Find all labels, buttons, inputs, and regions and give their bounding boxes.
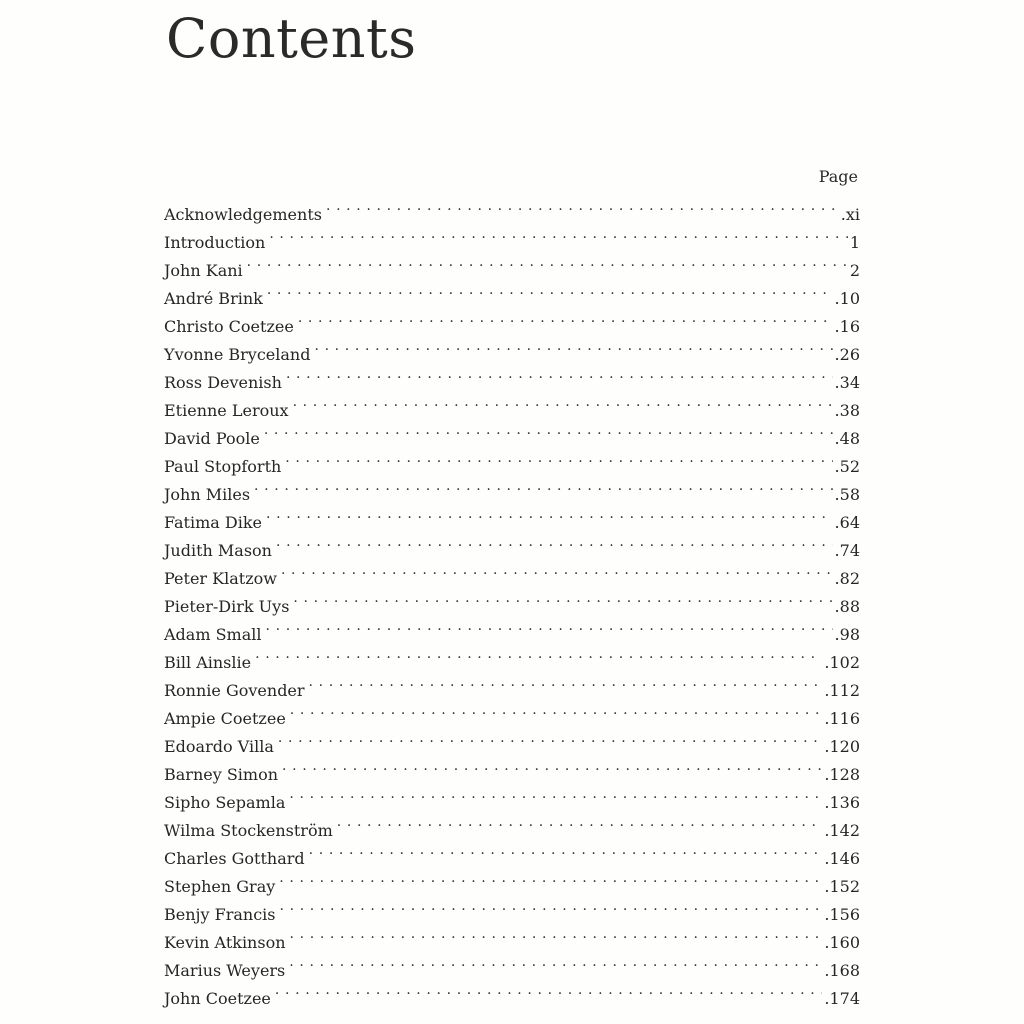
dot-leader bbox=[314, 332, 832, 360]
dot-leader bbox=[337, 808, 823, 836]
toc-entry-page-number: .120 bbox=[824, 737, 860, 756]
toc-entry bbox=[164, 220, 860, 252]
toc-entry bbox=[164, 668, 860, 700]
table-of-contents bbox=[164, 192, 860, 1008]
toc-entry-name: Barney Simon bbox=[164, 765, 279, 784]
toc-entry-name: Marius Weyers bbox=[164, 961, 286, 980]
toc-entry-page-number: .48 bbox=[834, 429, 860, 448]
toc-entry-page-number: .174 bbox=[824, 989, 860, 1008]
dot-leader bbox=[267, 276, 833, 304]
toc-entry-name: Paul Stopforth bbox=[164, 457, 282, 476]
dot-leader bbox=[276, 528, 833, 556]
toc-entry-name: Judith Mason bbox=[164, 541, 272, 560]
toc-entry-name: Kevin Atkinson bbox=[164, 933, 286, 952]
dot-leader bbox=[247, 248, 848, 276]
toc-entry-page-number: .98 bbox=[834, 625, 860, 644]
toc-entry-page-number: .116 bbox=[824, 709, 860, 728]
dot-leader bbox=[293, 584, 832, 612]
toc-entry-page-number: .64 bbox=[834, 513, 860, 532]
toc-entry-page-number: .136 bbox=[824, 793, 860, 812]
toc-entry-page-number: .156 bbox=[824, 905, 860, 924]
dot-leader bbox=[275, 976, 822, 1004]
toc-entry bbox=[164, 304, 860, 336]
toc-entry-name: John Coetzee bbox=[164, 989, 271, 1008]
dot-leader bbox=[281, 556, 833, 584]
dot-leader bbox=[282, 752, 822, 780]
dot-leader bbox=[309, 668, 823, 696]
dot-leader bbox=[289, 780, 822, 808]
dot-leader bbox=[255, 640, 822, 668]
toc-entry-page-number: .88 bbox=[834, 597, 860, 616]
toc-entry-name: Charles Gotthard bbox=[164, 849, 305, 868]
toc-entry bbox=[164, 444, 860, 476]
dot-leader bbox=[289, 948, 822, 976]
toc-entry-name: John Kani bbox=[164, 261, 243, 280]
toc-entry-name: Stephen Gray bbox=[164, 877, 276, 896]
dot-leader bbox=[285, 444, 832, 472]
toc-entry-page-number: .74 bbox=[834, 541, 860, 560]
toc-entry-name: Ross Devenish bbox=[164, 373, 282, 392]
toc-entry-page-number: 2 bbox=[849, 261, 860, 280]
dot-leader bbox=[279, 864, 822, 892]
toc-entry-name: Ronnie Govender bbox=[164, 681, 305, 700]
toc-entry-page-number: 1 bbox=[849, 233, 860, 252]
toc-entry bbox=[164, 528, 860, 560]
toc-entry-page-number: .16 bbox=[834, 317, 860, 336]
toc-entry-page-number: .34 bbox=[834, 373, 860, 392]
dot-leader bbox=[278, 724, 823, 752]
dot-leader bbox=[280, 892, 823, 920]
toc-entry-page-number: .xi bbox=[840, 205, 860, 224]
toc-entry-name: Introduction bbox=[164, 233, 266, 252]
toc-entry-page-number: .160 bbox=[824, 933, 860, 952]
toc-entry bbox=[164, 192, 860, 224]
toc-entry bbox=[164, 472, 860, 504]
toc-entry-name: Pieter-Dirk Uys bbox=[164, 597, 290, 616]
dot-leader bbox=[264, 416, 833, 444]
toc-entry-name: Sipho Sepamla bbox=[164, 793, 286, 812]
toc-entry-name: André Brink bbox=[164, 289, 263, 308]
page-title: Contents bbox=[166, 7, 417, 70]
toc-entry bbox=[164, 612, 860, 644]
toc-entry-name: David Poole bbox=[164, 429, 260, 448]
toc-entry bbox=[164, 248, 860, 280]
dot-leader bbox=[266, 612, 833, 640]
page-column-header: Page bbox=[818, 167, 858, 186]
toc-entry bbox=[164, 500, 860, 532]
dot-leader bbox=[293, 388, 833, 416]
toc-entry-name: Fatima Dike bbox=[164, 513, 263, 532]
toc-entry-page-number: .152 bbox=[824, 877, 860, 896]
toc-entry-page-number: .82 bbox=[834, 569, 860, 588]
toc-entry-name: John Miles bbox=[164, 485, 251, 504]
toc-entry bbox=[164, 640, 860, 672]
toc-entry-page-number: .112 bbox=[824, 681, 860, 700]
toc-entry bbox=[164, 276, 860, 308]
toc-entry-name: Wilma Stockenström bbox=[164, 821, 333, 840]
toc-entry-page-number: .142 bbox=[824, 821, 860, 840]
toc-entry-page-number: .26 bbox=[834, 345, 860, 364]
toc-entry-name: Yvonne Bryceland bbox=[164, 345, 311, 364]
toc-entry-page-number: .128 bbox=[824, 765, 860, 784]
toc-entry-name: Etienne Leroux bbox=[164, 401, 289, 420]
toc-entry-page-number: .168 bbox=[824, 961, 860, 980]
dot-leader bbox=[266, 500, 833, 528]
dot-leader bbox=[326, 192, 839, 220]
toc-entry-page-number: .10 bbox=[834, 289, 860, 308]
dot-leader bbox=[290, 696, 823, 724]
toc-entry-page-number: .58 bbox=[834, 485, 860, 504]
toc-entry-name: Bill Ainslie bbox=[164, 653, 252, 672]
dot-leader bbox=[286, 360, 833, 388]
dot-leader bbox=[290, 920, 823, 948]
dot-leader bbox=[298, 304, 833, 332]
toc-entry-page-number: .146 bbox=[824, 849, 860, 868]
toc-entry-page-number: .38 bbox=[834, 401, 860, 420]
toc-entry-name: Benjy Francis bbox=[164, 905, 276, 924]
toc-entry-name: Adam Small bbox=[164, 625, 262, 644]
toc-entry bbox=[164, 416, 860, 448]
toc-entry-name: Peter Klatzow bbox=[164, 569, 277, 588]
dot-leader bbox=[269, 220, 847, 248]
dot-leader bbox=[309, 836, 823, 864]
toc-entry-page-number: .52 bbox=[834, 457, 860, 476]
toc-entry-name: Christo Coetzee bbox=[164, 317, 294, 336]
toc-entry-name: Ampie Coetzee bbox=[164, 709, 286, 728]
dot-leader bbox=[254, 472, 833, 500]
toc-entry-name: Acknowledgements bbox=[164, 205, 322, 224]
toc-entry-name: Edoardo Villa bbox=[164, 737, 274, 756]
toc-entry-page-number: .102 bbox=[824, 653, 860, 672]
